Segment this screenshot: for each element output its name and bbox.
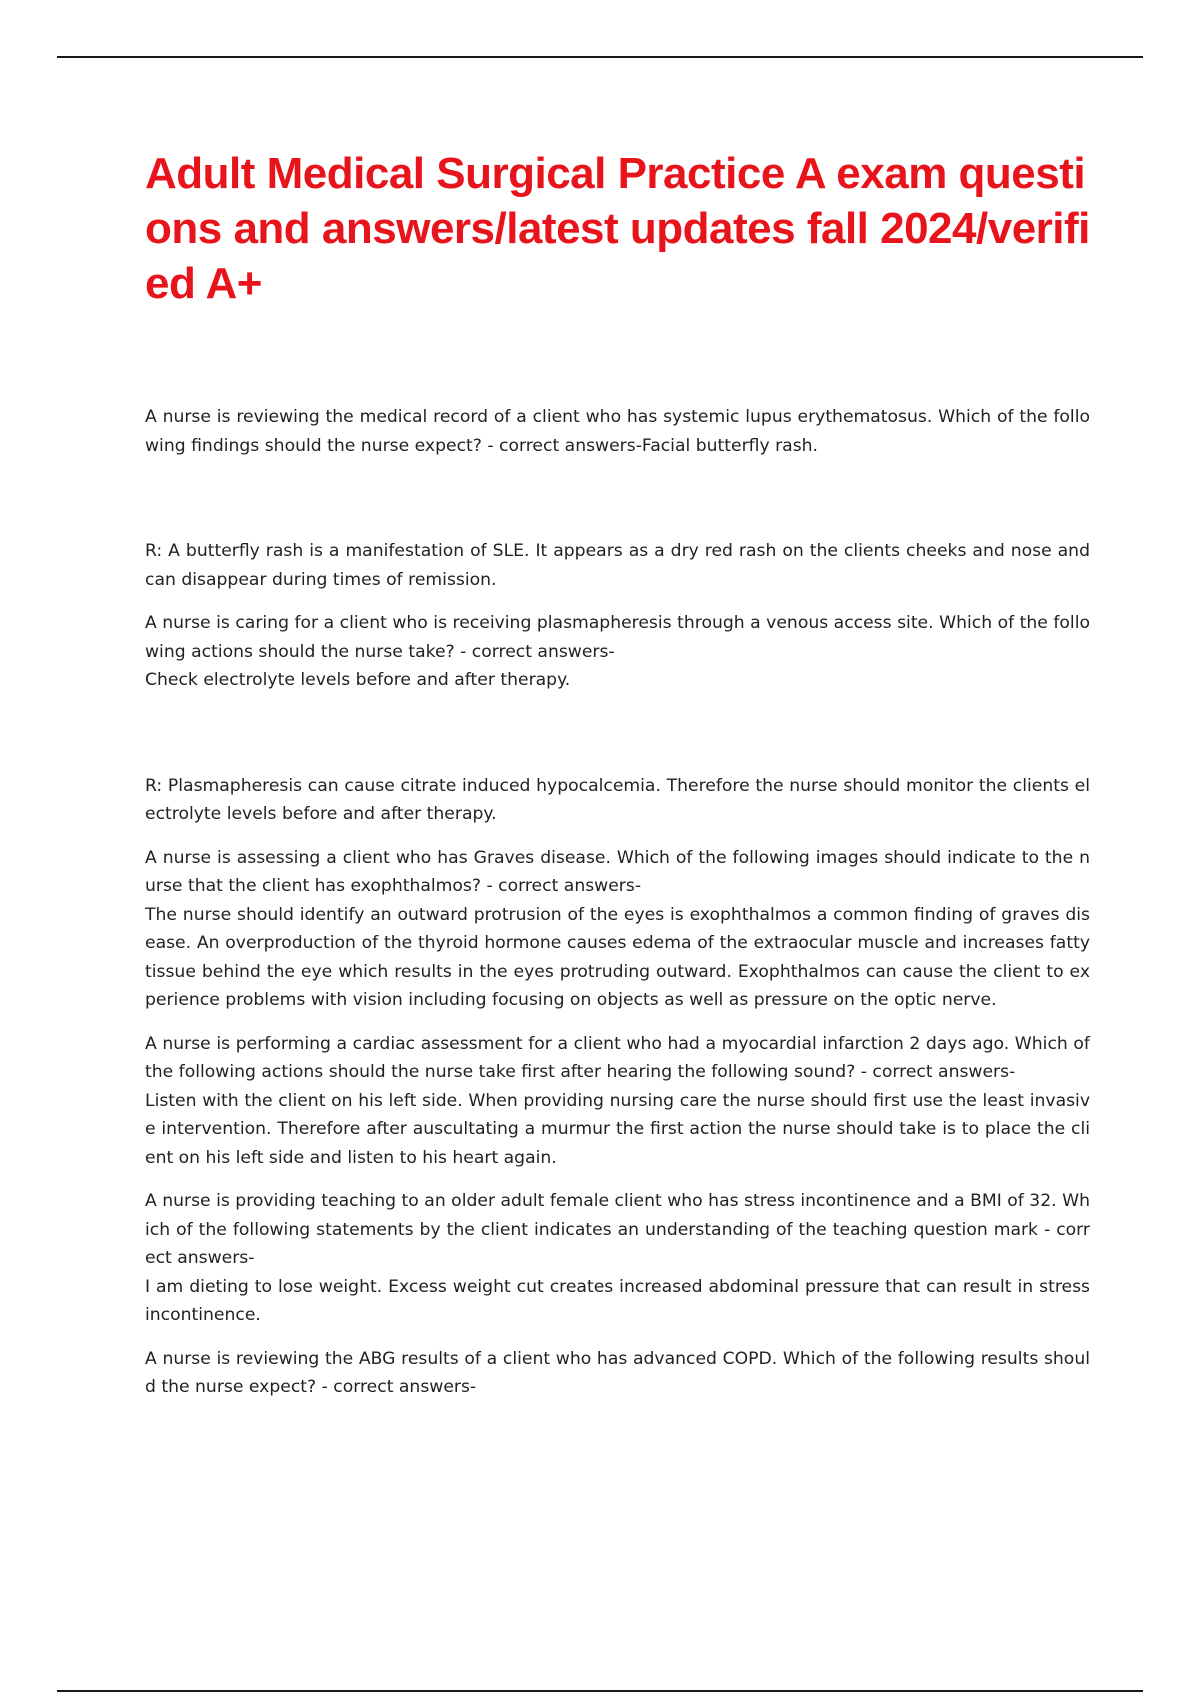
qa-item-2 xyxy=(145,609,1090,695)
rationale-text: R: A butterfly rash is a manifestation of SLE. It appears as a dry red rash on the clients cheeks and nose and can disappear during times of remission. xyxy=(145,541,1090,590)
question-text: A nurse is caring for a client who is receiving plasmapheresis through a venous access site. Which of the following actions should the nurse take? - correct answers- xyxy=(145,613,1090,662)
answer-text: Check electrolyte levels before and after therapy. xyxy=(145,670,571,690)
qa-item-3 xyxy=(145,844,1090,1015)
answer-text: I am dieting to lose weight. Excess weight cut creates increased abdominal pressure that can result in stress incontinence. xyxy=(145,1276,1090,1325)
qa-item-1 xyxy=(145,403,1090,460)
document-body xyxy=(145,403,1090,1417)
question-text: A nurse is reviewing the medical record of a client who has systemic lupus erythematosus. Which of the following findings should the nurse expect? - correct answers-Facial butterfly rash. xyxy=(145,407,1090,456)
document-title: Adult Medical Surgical Practice A exam questions and answers/latest updates fall 2024/verified A+ xyxy=(145,149,1090,308)
rationale-text: R: Plasmapheresis can cause citrate induced hypocalcemia. Therefore the nurse should monitor the clients electrolyte levels before and after therapy. xyxy=(145,775,1090,824)
question-text: A nurse is assessing a client who has Graves disease. Which of the following images should indicate to the nurse that the client has exophthalmos? - correct answers- xyxy=(145,847,1090,896)
qa-item-5 xyxy=(145,1187,1090,1330)
question-text: A nurse is performing a cardiac assessment for a client who had a myocardial infarction 2 days ago. Which of the following actions should the nurse take first after hearing the following sound? - correct answers- xyxy=(145,1033,1090,1082)
top-rule xyxy=(57,56,1143,58)
answer-text: The nurse should identify an outward protrusion of the eyes is exophthalmos a common finding of graves disease. An overproduction of the thyroid hormone causes edema of the extraocular muscle and increases fatty tissue behind the eye which results in the eyes protruding outward. Exophthalmos can cause the client to experience problems with vision including focusing on objects as well as pressure on the optic nerve. xyxy=(145,904,1090,1010)
rationale-1 xyxy=(145,537,1090,594)
question-text: A nurse is reviewing the ABG results of a client who has advanced COPD. Which of the following results should the nurse expect? - correct answers- xyxy=(145,1348,1090,1397)
spacer xyxy=(145,475,1090,537)
bottom-rule xyxy=(57,1690,1143,1692)
rationale-2 xyxy=(145,772,1090,829)
answer-text: Listen with the client on his left side. When providing nursing care the nurse should first use the least invasive intervention. Therefore after auscultating a murmur the first action the nurse should take is to place the client on his left side and listen to his heart again. xyxy=(145,1090,1090,1168)
qa-item-6 xyxy=(145,1345,1090,1402)
qa-item-4 xyxy=(145,1030,1090,1173)
question-text: A nurse is providing teaching to an older adult female client who has stress incontinence and a BMI of 32. Which of the following statements by the client indicates an understanding of the teaching question mark - correct answers- xyxy=(145,1191,1090,1268)
spacer xyxy=(145,710,1090,772)
